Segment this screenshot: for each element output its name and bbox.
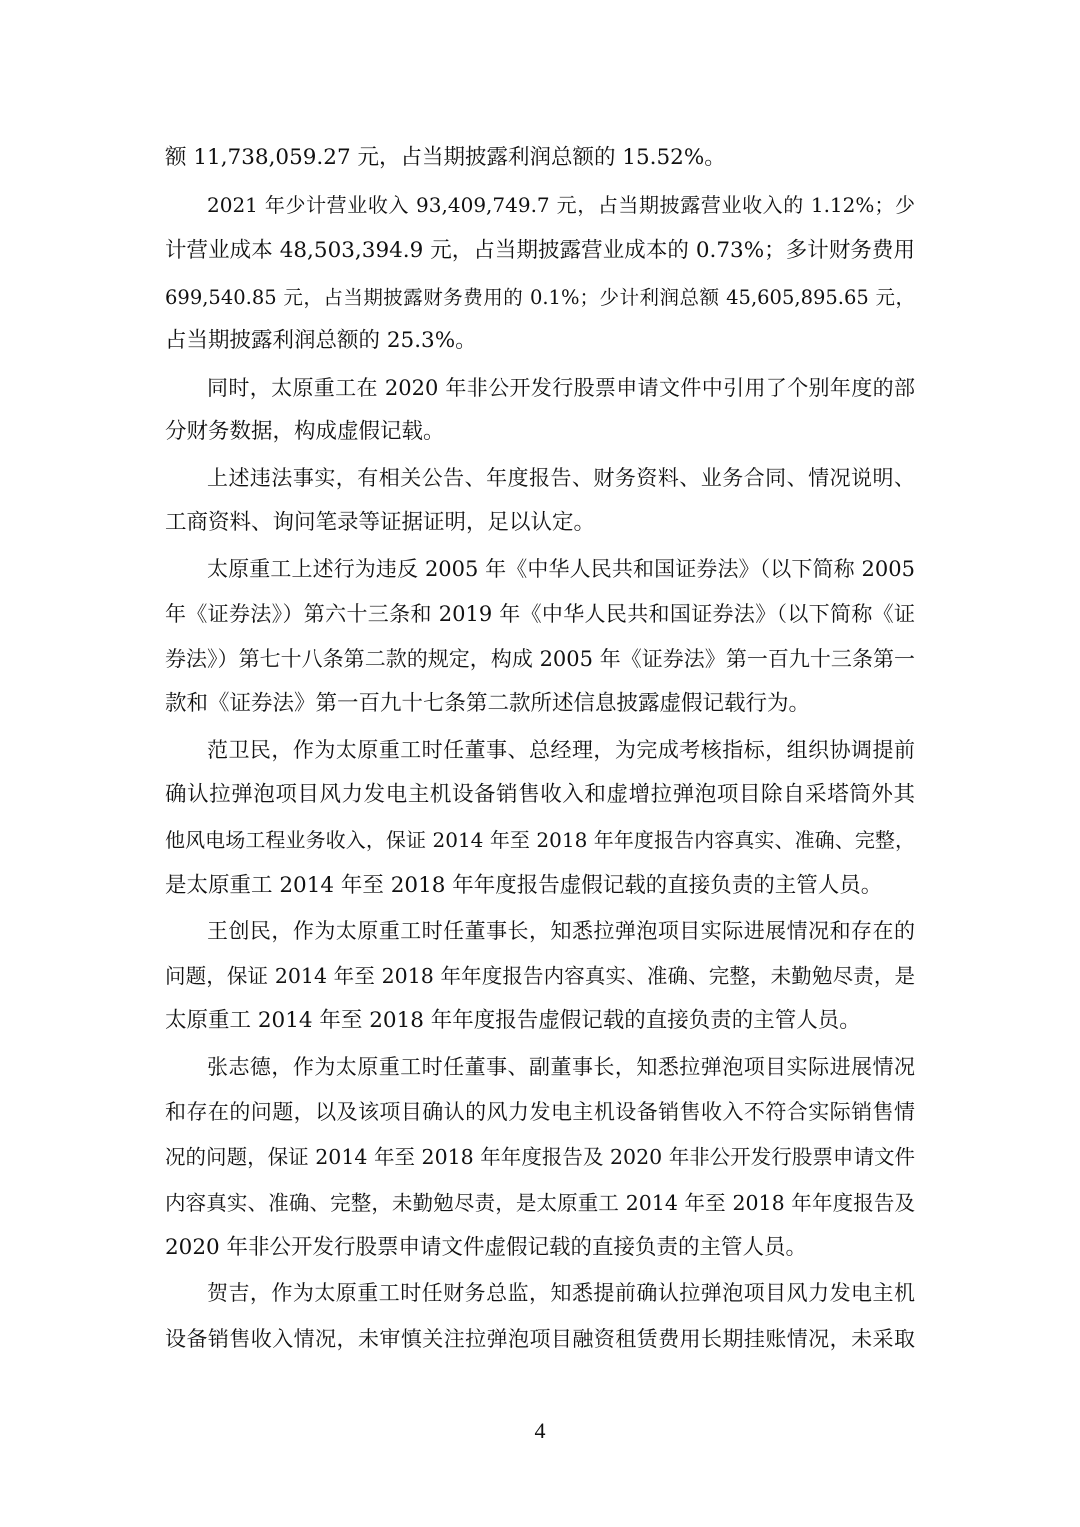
text-line: 计营业成本 48,503,394.9 元，占当期披露营业成本的 0.73%；多计财务费用	[165, 238, 915, 263]
text-line: 确认拉弹泡项目风力发电主机设备销售收入和虚增拉弹泡项目除自采塔筒外其	[165, 782, 915, 807]
text-line: 占当期披露利润总额的 25.3%。	[165, 328, 477, 353]
text-line: 券法》）第七十八条第二款的规定，构成 2005 年《证券法》第一百九十三条第一	[165, 647, 915, 671]
page-number: 4	[534, 1418, 546, 1443]
text-line: 工商资料、询问笔录等证据证明，足以认定。	[165, 510, 596, 535]
text-line: 他风电场工程业务收入，保证 2014 年至 2018 年年度报告内容真实、准确、完整，	[165, 828, 915, 852]
text-line: 是太原重工 2014 年至 2018 年年度报告虚假记载的直接负责的主管人员。	[165, 873, 883, 898]
text-line: 太原重工上述行为违反 2005 年《中华人民共和国证券法》（以下简称 2005	[207, 557, 915, 581]
text-line: 2020 年非公开发行股票申请文件虚假记载的直接负责的主管人员。	[165, 1235, 808, 1260]
text-line: 上述违法事实，有相关公告、年度报告、财务资料、业务合同、情况说明、	[207, 466, 915, 490]
text-line: 分财务数据，构成虚假记载。	[165, 419, 445, 444]
text-line: 设备销售收入情况，未审慎关注拉弹泡项目融资租赁费用长期挂账情况，未采取	[165, 1327, 915, 1351]
text-line: 内容真实、准确、完整，未勤勉尽责，是太原重工 2014 年至 2018 年年度报告及	[165, 1191, 915, 1215]
text-line: 范卫民，作为太原重工时任董事、总经理，为完成考核指标，组织协调提前	[207, 738, 915, 762]
text-line: 2021 年少计营业收入 93,409,749.7 元，占当期披露营业收入的 1.12%；少	[207, 193, 915, 217]
text-line: 年《证券法》）第六十三条和 2019 年《中华人民共和国证券法》（以下简称《证	[165, 602, 915, 626]
text-line: 699,540.85 元，占当期披露财务费用的 0.1%；少计利润总额 45,605,895.65 元，	[165, 286, 915, 309]
text-line: 张志德，作为太原重工时任董事、副董事长，知悉拉弹泡项目实际进展情况	[207, 1055, 915, 1079]
text-line: 贺吉，作为太原重工时任财务总监，知悉提前确认拉弹泡项目风力发电主机	[207, 1281, 915, 1305]
text-line: 王创民，作为太原重工时任董事长，知悉拉弹泡项目实际进展情况和存在的	[207, 919, 915, 943]
text-line: 和存在的问题，以及该项目确认的风力发电主机设备销售收入不符合实际销售情	[165, 1100, 915, 1124]
text-line: 况的问题，保证 2014 年至 2018 年年度报告及 2020 年非公开发行股票申请文件	[165, 1145, 915, 1169]
text-line: 同时，太原重工在 2020 年非公开发行股票申请文件中引用了个别年度的部	[207, 376, 915, 400]
text-line: 款和《证券法》第一百九十七条第二款所述信息披露虚假记载行为。	[165, 691, 811, 716]
text-line: 太原重工 2014 年至 2018 年年度报告虚假记载的直接负责的主管人员。	[165, 1008, 861, 1033]
text-line: 问题，保证 2014 年至 2018 年年度报告内容真实、准确、完整，未勤勉尽责，是	[165, 964, 915, 988]
text-line: 额 11,738,059.27 元，占当期披露利润总额的 15.52%。	[165, 145, 726, 170]
